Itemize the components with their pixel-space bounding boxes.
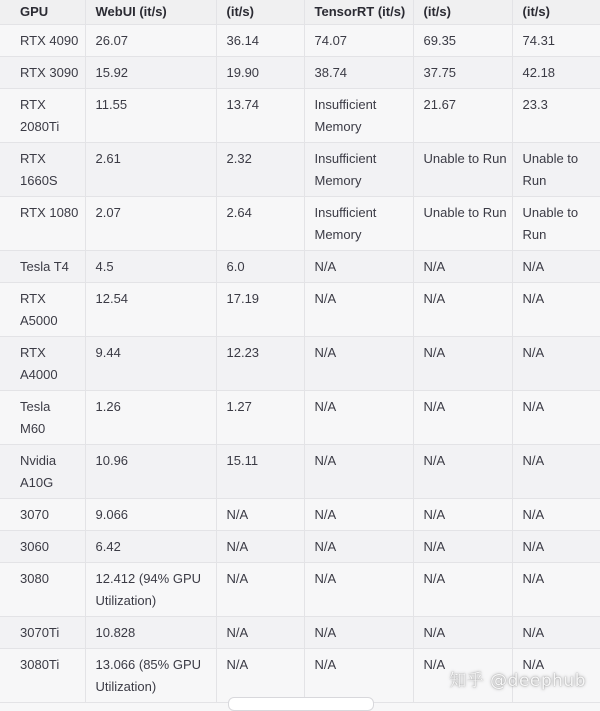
webui-cell: 10.828 (85, 617, 216, 649)
webui-cell: 26.07 (85, 25, 216, 57)
gpu-cell: 3070 (0, 499, 85, 531)
table-row (0, 649, 600, 703)
gpu-cell: RTX 4090 (0, 25, 85, 57)
gpu-cell: RTX 2080Ti (0, 89, 85, 143)
gpu-cell: Nvidia A10G (0, 445, 85, 499)
table-header-row (0, 0, 600, 25)
gpu-cell: RTX 3090 (0, 57, 85, 89)
tensorrt-cell: N/A (304, 391, 413, 445)
watermark: 知乎 @deephub (449, 671, 586, 691)
tensorrt-cell: N/A (304, 617, 413, 649)
cell-col-2: 15.11 (216, 445, 304, 499)
webui-cell: 2.61 (85, 143, 216, 197)
table-row (0, 617, 600, 649)
cell-col-4: Unable to Run (413, 197, 512, 251)
table-row (0, 391, 600, 445)
header-col-5: (it/s) (512, 0, 600, 25)
tensorrt-cell: N/A (304, 499, 413, 531)
tensorrt-cell: N/A (304, 445, 413, 499)
cell-col-2: N/A (216, 617, 304, 649)
gpu-cell: RTX 1660S (0, 143, 85, 197)
cell-col-5: N/A (512, 391, 600, 445)
cell-col-2: N/A (216, 531, 304, 563)
webui-cell: 1.26 (85, 391, 216, 445)
webui-cell: 4.5 (85, 251, 216, 283)
cell-col-4: 37.75 (413, 57, 512, 89)
header-webui: WebUI (it/s) (85, 0, 216, 25)
bottom-scroll-tab[interactable] (228, 697, 374, 711)
cell-col-4: N/A (413, 445, 512, 499)
table-row (0, 445, 600, 499)
table-row (0, 89, 600, 143)
gpu-cell: RTX 1080 (0, 197, 85, 251)
cell-col-5: N/A (512, 617, 600, 649)
cell-col-5: N/A (512, 251, 600, 283)
cell-col-4: N/A (413, 563, 512, 617)
cell-col-2: N/A (216, 563, 304, 617)
cell-col-5: 23.3 (512, 89, 600, 143)
table-body (0, 25, 600, 703)
table-row (0, 531, 600, 563)
table-row (0, 57, 600, 89)
table-row (0, 251, 600, 283)
cell-col-2: N/A (216, 649, 304, 703)
tensorrt-cell: 38.74 (304, 57, 413, 89)
cell-col-2: 36.14 (216, 25, 304, 57)
cell-col-4: N/A (413, 649, 512, 703)
table-row (0, 337, 600, 391)
gpu-cell: 3070Ti (0, 617, 85, 649)
webui-cell: 11.55 (85, 89, 216, 143)
tensorrt-cell: Insufficient Memory (304, 143, 413, 197)
tensorrt-cell: N/A (304, 251, 413, 283)
gpu-cell: 3060 (0, 531, 85, 563)
cell-col-5: 74.31 (512, 25, 600, 57)
cell-col-5: 42.18 (512, 57, 600, 89)
cell-col-5: Unable to Run (512, 143, 600, 197)
cell-col-2: N/A (216, 499, 304, 531)
cell-col-2: 1.27 (216, 391, 304, 445)
tensorrt-cell: N/A (304, 649, 413, 703)
cell-col-2: 12.23 (216, 337, 304, 391)
cell-col-4: N/A (413, 531, 512, 563)
gpu-cell: Tesla M60 (0, 391, 85, 445)
tensorrt-cell: N/A (304, 563, 413, 617)
tensorrt-cell: N/A (304, 531, 413, 563)
table-row (0, 563, 600, 617)
webui-cell: 13.066 (85% GPU Utilization) (85, 649, 216, 703)
header-col-4: (it/s) (413, 0, 512, 25)
header-col-2: (it/s) (216, 0, 304, 25)
cell-col-5: N/A (512, 283, 600, 337)
cell-col-5: Unable to Run (512, 197, 600, 251)
webui-cell: 9.44 (85, 337, 216, 391)
webui-cell: 2.07 (85, 197, 216, 251)
tensorrt-cell: Insufficient Memory (304, 197, 413, 251)
gpu-cell: 3080 (0, 563, 85, 617)
table-row (0, 143, 600, 197)
gpu-cell: RTX A4000 (0, 337, 85, 391)
cell-col-2: 19.90 (216, 57, 304, 89)
tensorrt-cell: Insufficient Memory (304, 89, 413, 143)
cell-col-2: 2.32 (216, 143, 304, 197)
cell-col-2: 17.19 (216, 283, 304, 337)
tensorrt-cell: 74.07 (304, 25, 413, 57)
cell-col-5: N/A (512, 531, 600, 563)
tensorrt-cell: N/A (304, 337, 413, 391)
header-gpu: GPU (0, 0, 85, 25)
gpu-cell: RTX A5000 (0, 283, 85, 337)
cell-col-2: 2.64 (216, 197, 304, 251)
table-row (0, 283, 600, 337)
webui-cell: 15.92 (85, 57, 216, 89)
cell-col-5: N/A (512, 445, 600, 499)
cell-col-2: 13.74 (216, 89, 304, 143)
cell-col-4: N/A (413, 617, 512, 649)
table-row (0, 499, 600, 531)
header-tensorrt: TensorRT (it/s) (304, 0, 413, 25)
cell-col-4: N/A (413, 499, 512, 531)
tensorrt-cell: N/A (304, 283, 413, 337)
gpu-cell: 3080Ti (0, 649, 85, 703)
cell-col-5: N/A (512, 563, 600, 617)
cell-col-4: N/A (413, 391, 512, 445)
cell-col-5: N/A (512, 337, 600, 391)
cell-col-4: N/A (413, 251, 512, 283)
cell-col-2: 6.0 (216, 251, 304, 283)
cell-col-4: 69.35 (413, 25, 512, 57)
webui-cell: 6.42 (85, 531, 216, 563)
cell-col-4: N/A (413, 337, 512, 391)
table-row (0, 25, 600, 57)
cell-col-4: N/A (413, 283, 512, 337)
gpu-cell: Tesla T4 (0, 251, 85, 283)
table-row (0, 197, 600, 251)
webui-cell: 9.066 (85, 499, 216, 531)
cell-col-4: Unable to Run (413, 143, 512, 197)
cell-col-5: N/A (512, 499, 600, 531)
webui-cell: 12.412 (94% GPU Utilization) (85, 563, 216, 617)
webui-cell: 12.54 (85, 283, 216, 337)
cell-col-4: 21.67 (413, 89, 512, 143)
cell-col-5: N/A (512, 649, 600, 703)
webui-cell: 10.96 (85, 445, 216, 499)
